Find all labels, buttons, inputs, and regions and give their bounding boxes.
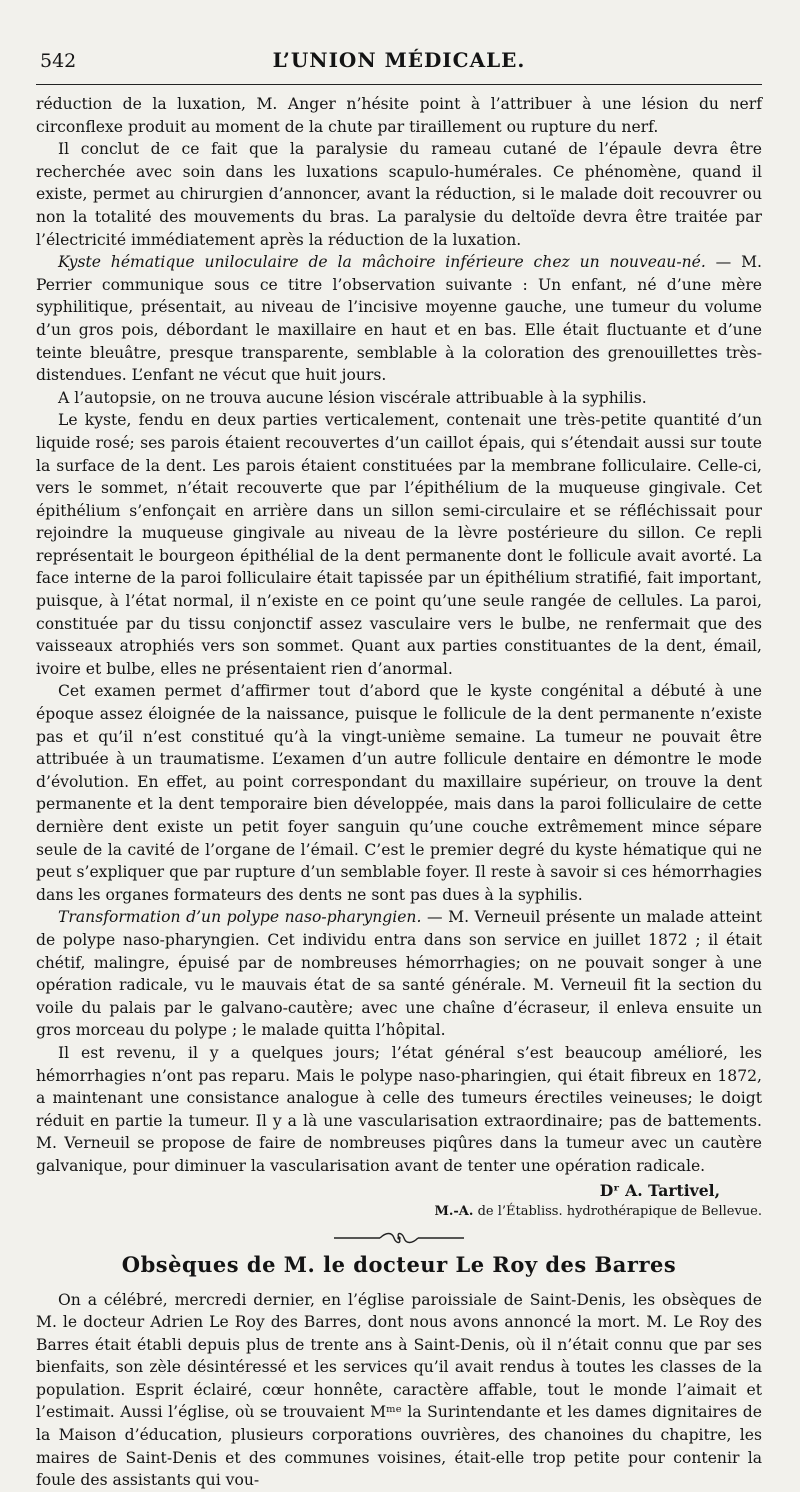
signature-affiliation-text: de l’Établiss. hydrothérapique de Bellevue. [473,1203,762,1219]
scroll-ornament-icon [36,1230,762,1246]
paragraph-polype [36,906,762,1042]
paragraph-polype-revenu: Il est revenu, il y a quelques jours; l’état général s’est beaucoup amélioré, les hémorrhagies n’ont pas reparu. Mais le polype naso-pharingien, qui était fibreux en 1872, a maintenant une consistance analogue à celle des tumeurs érectiles veineuses; le doigt réduit en partie la tumeur. Il y a là une vascularisation extraordinaire; pas de battements. M. Verneuil se propose de faire de nombreuses piqûres dans la tumeur avec un cautère galvanique, pour diminuer la vascularisation avant de tenter une opération radicale. [36,1043,762,1175]
section-title-kyste: Kyste hématique uniloculaire de la mâchoire inférieure chez un nouveau-né. [58,253,706,272]
signature-name: Dʳ A. Tartivel, [599,1180,720,1200]
paragraph-autopsie: A l’autopsie, on ne trouva aucune lésion viscérale attribuable à la syphilis. [58,388,647,407]
obituary-title: Obsèques de M. le docteur Le Roy des Barres [121,1251,677,1277]
signature-block [36,1180,762,1222]
paragraph-polype-text: — M. Verneuil présente un malade atteint de polype naso-pharyngien. Cet individu entra dans son service en juillet 1872 ; il était chétif, malingre, épuisé par de nombreuses hémorrhagies; on ne pouvait songer à une opération radicale, vu le mauvais état de sa santé générale. M. Verneuil fit la section du voile du palais par le galvano-cautère; avec une chaîne d’écraseur, il enleva ensuite un gros morceau du polype ; le malade quitta l’hôpital. [36,908,762,1040]
running-title: L’UNION MÉDICALE. [272,48,526,72]
paragraph-luxation-continued: réduction de la luxation, M. Anger n’hésite point à l’attribuer à une lésion du nerf circonflexe produit au moment de la chute par tiraillement ou rupture du nerf. [36,95,762,136]
paragraph-kyste-text: — M. Perrier communique sous ce titre l’observation suivante : Un enfant, né d’une mère syphilitique, présentait, au niveau de l’incisive moyenne gauche, une tumeur du volume d’un gros pois, débordant le maxillaire en haut et en bas. Elle était fluctuante et d’une teinte bleuâtre, presque transparente, semblable à la coloration des grenouillettes très-distendues. L’enfant ne vécut que huit jours. [36,253,762,385]
page-number: 542 [40,50,77,72]
page-header [36,44,762,78]
signature-affiliation [36,1201,762,1222]
paragraph-obituary: On a célébré, mercredi dernier, en l’église paroissiale de Saint-Denis, les obsèques de M. le docteur Adrien Le Roy des Barres, dont nous avons annoncé la mort. M. Le Roy des Barres était établi depuis plus de trente ans à Saint-Denis, où il n’était connu que par ses bienfaits, son zèle désintéressé et les services qu’il avait rendus à toutes les classes de la population. Esprit éclairé, cœur honnête, caractère affable, tout le monde l’aimait et l’estimait. Aussi l’église, où se trouvaient Mᵐᵉ la Surintendante et les dames dignitaires de la Maison d’éducation, plusieurs corporations ouvrières, des chanoines du chapitre, les maires de Saint-Denis et des communes voisines, était-elle trop petite pour contenir la foule des assistants qui vou- [36,1290,762,1490]
paragraph-kyste-hematique [36,251,762,387]
paragraph-examen: Cet examen permet d’affirmer tout d’abord que le kyste congénital a débuté à une époque assez éloignée de la naissance, puisque le follicule de la dent permanente n’existe pas et qu’il n’est constitué qu’à la vingt-unième semaine. La tumeur ne pouvait être attribuée à un traumatisme. L’examen d’un autre follicule dentaire en démontre le mode d’évolution. En effet, au point correspondant du maxillaire supérieur, on trouve la dent permanente et la dent temporaire bien développée, mais dans la paroi folliculaire de cette dernière dent existe un petit foyer sanguin qu’une couche extrêmement mince sépare seule de la cavité de l’organe de l’émail. C’est le premier degré du kyste hématique qui ne peut s’expliquer que par rupture d’un semblable foyer. Il reste à savoir si ces hémorrhagies dans les organes formateurs des dents ne sont pas dues à la syphilis. [36,682,762,904]
signature-affiliation-prefix: M.-A. [434,1203,474,1219]
paragraph-deltoid-paralysis: Il conclut de ce fait que la paralysie du rameau cutané de l’épaule devra être recherchée avec soin dans les luxations scapulo-humérales. Ce phénomène, quand il existe, permet au chirurgien d’annoncer, avant la réduction, si le malade doit recouvrer ou non la totalité des mouvements du bras. La paralysie du deltoïde devra être traitée par l’électricité immédiatement après la réduction de la luxation. [36,140,762,249]
section-title-polype: Transformation d’un polype naso-pharyngien. [58,908,422,927]
header-rule [36,84,762,85]
paragraph-kyste-description: Le kyste, fendu en deux parties verticalement, contenait une très-petite quantité d’un liquide rosé; ses parois étaient recouvertes d’un caillot épais, qui s’étendait aussi sur toute la surface de la dent. Les parois étaient constituées par la membrane folliculaire. Celle-ci, vers le sommet, n’était recouverte que par l’épithélium de la muqueuse gingivale. Cet épithélium s’enfonçait en arrière dans un sillon semi-circulaire et se réfléchissait pour rejoindre la muqueuse gingivale au niveau de la lèvre postérieure du sillon. Ce repli représentait le bourgeon épithélial de la dent permanente dont le follicule avait avorté. La face interne de la paroi folliculaire était tapissée par un épithélium stratifié, fait important, puisque, à l’état normal, il n’existe en ce point qu’une seule rangée de cellules. La paroi, constituée par du tissu conjonctif assez vasculaire vers le bulbe, ne renfermait que des vaisseaux atrophiés vers son sommet. Quant aux parties constituantes de la dent, émail, ivoire et bulbe, elles ne présentaient rien d’anormal. [36,411,762,678]
